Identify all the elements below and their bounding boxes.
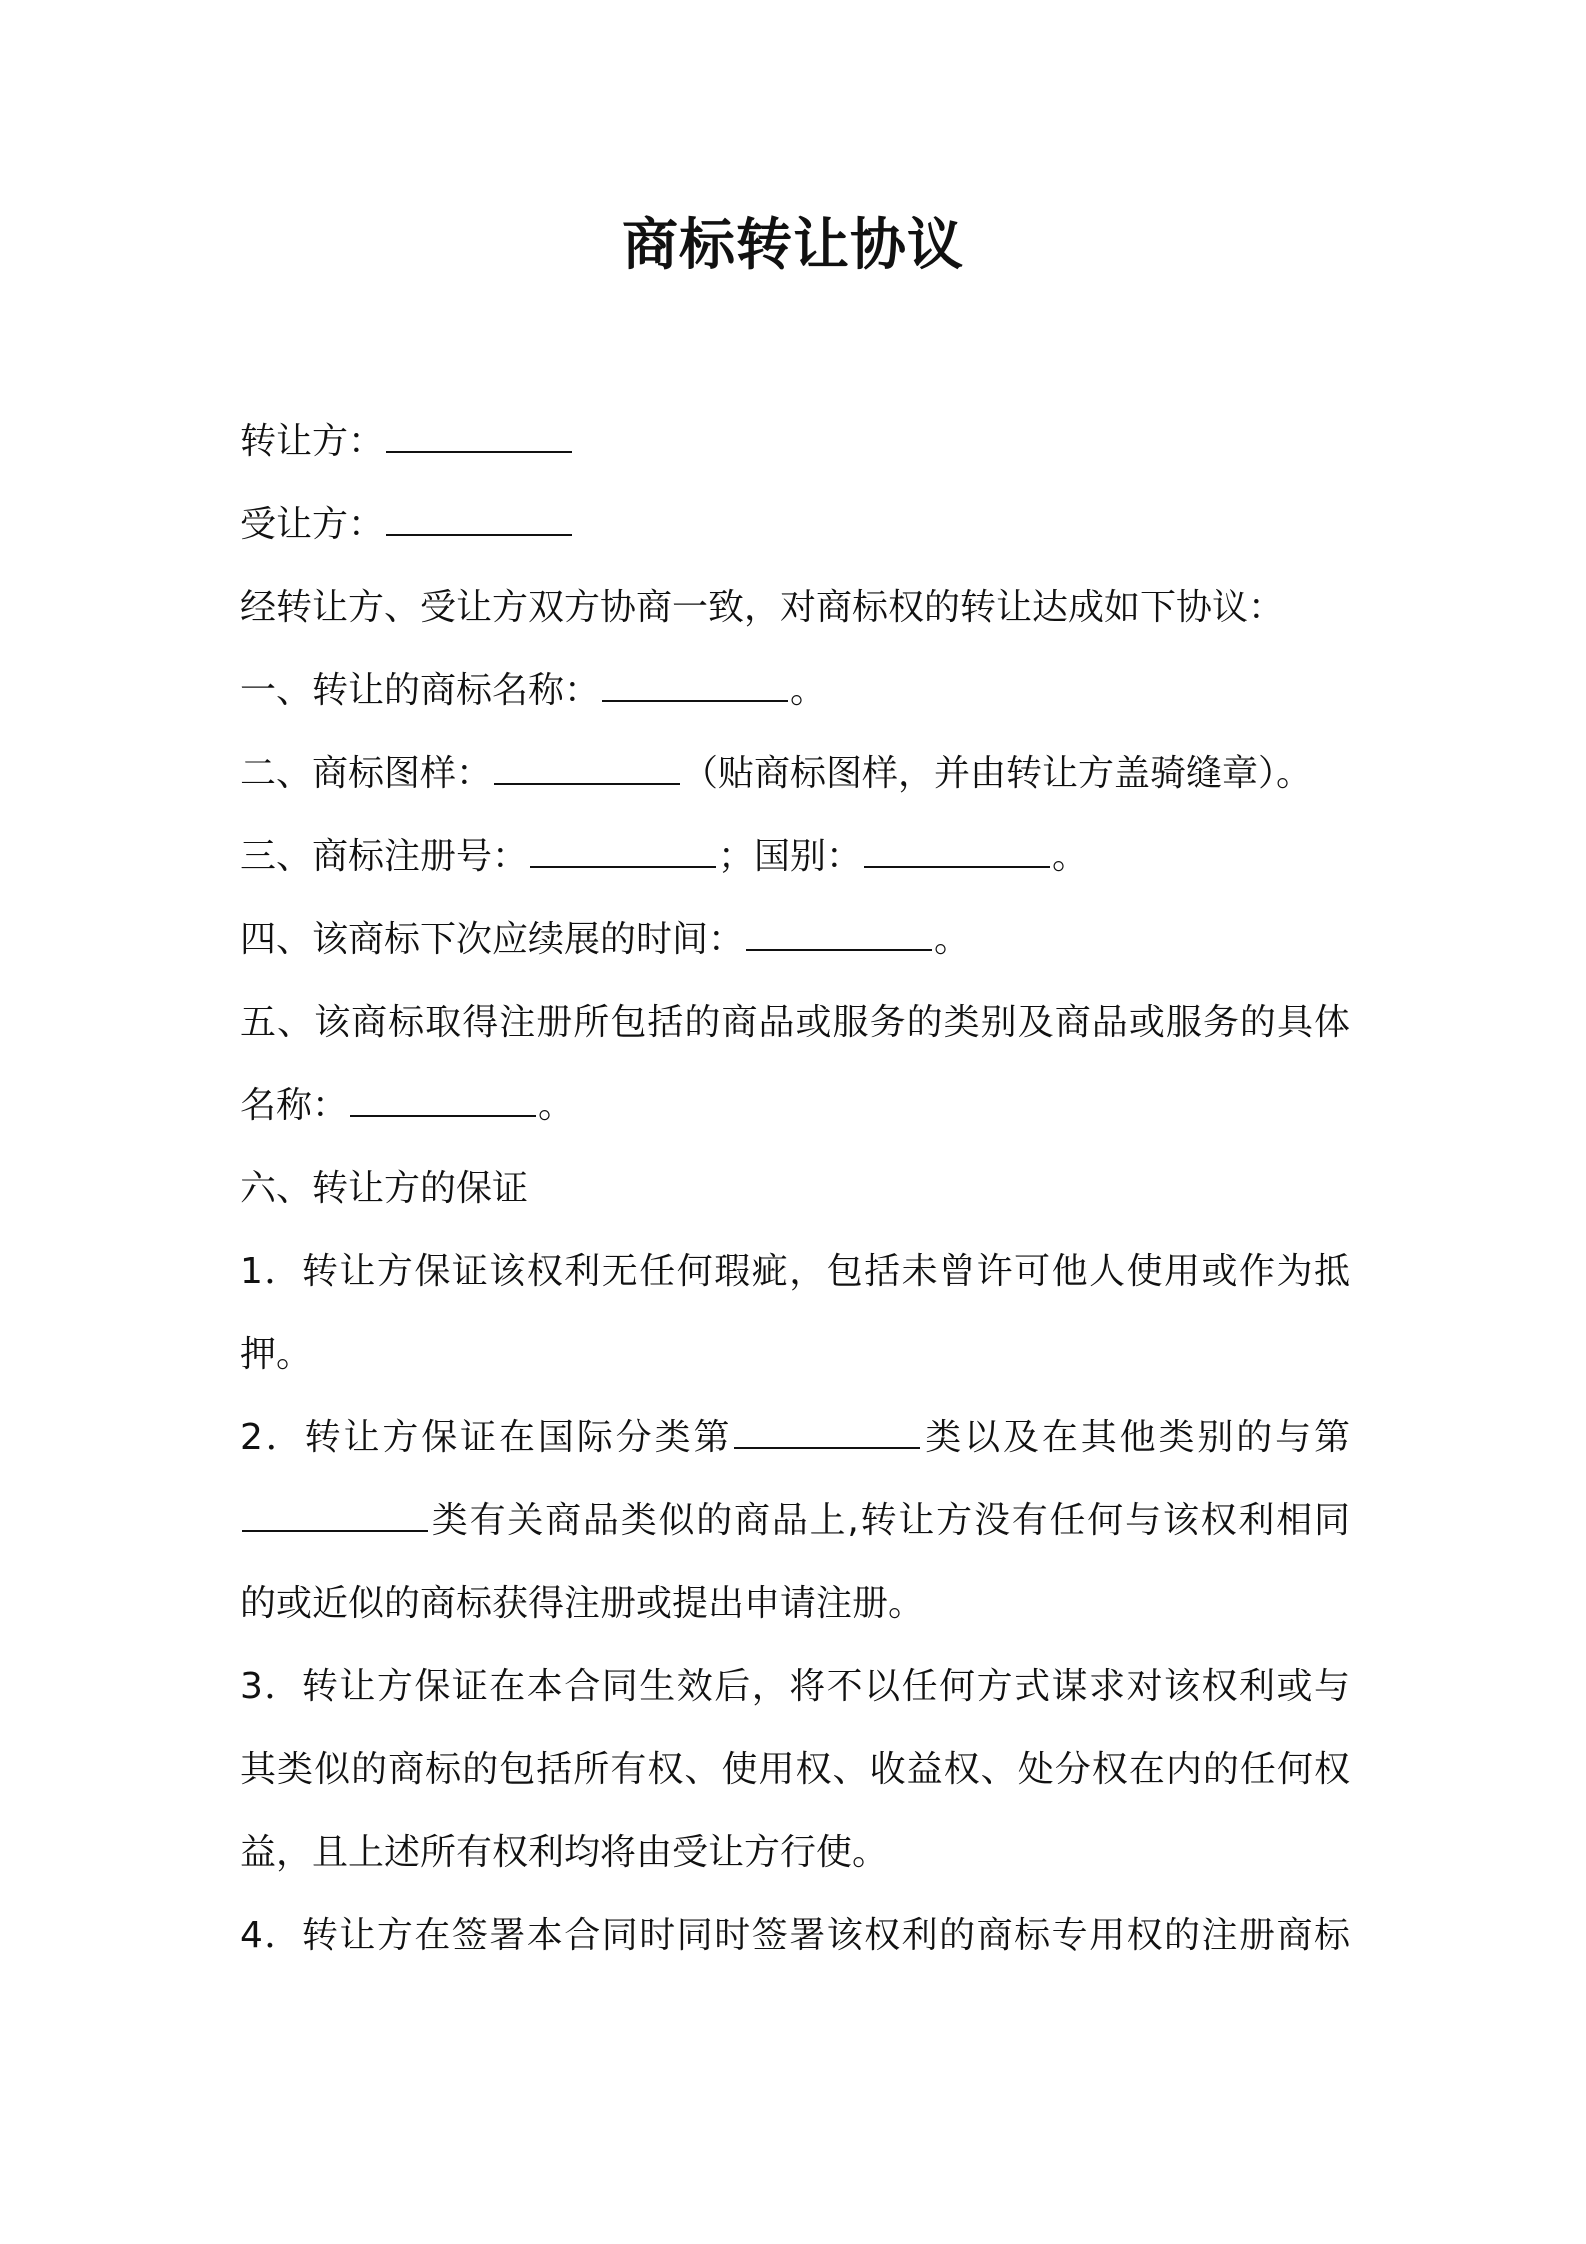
fill-in-blank <box>350 1095 536 1117</box>
line-text: 2．转让方保证在国际分类第 <box>240 1417 733 1458</box>
line-text: 。 <box>790 670 827 711</box>
fill-in-blank <box>494 763 680 785</box>
document-line <box>240 1894 1350 1977</box>
line-text: 转让方： <box>240 421 385 462</box>
document-line <box>240 1479 1350 1562</box>
line-text: 二、商标图样： <box>240 753 493 794</box>
document-line <box>240 981 1350 1064</box>
document-line <box>240 566 1350 649</box>
document-line <box>240 1562 1350 1645</box>
document-line <box>240 1728 1350 1811</box>
line-text: 五、该商标取得注册所包括的商品或服务的类别及商品或服务的具体 <box>240 1002 1350 1043</box>
document-line <box>240 1230 1350 1313</box>
line-text: 。 <box>538 1085 575 1126</box>
line-text: 1．转让方保证该权利无任何瑕疵，包括未曾许可他人使用或作为抵 <box>240 1251 1350 1292</box>
fill-in-blank <box>242 1510 428 1532</box>
fill-in-blank <box>864 846 1050 868</box>
document-line <box>240 732 1350 815</box>
document-line <box>240 1811 1350 1894</box>
line-text: 押。 <box>240 1334 313 1375</box>
line-text: 受让方： <box>240 504 385 545</box>
document-line <box>240 1147 1350 1230</box>
line-text: 类有关商品类似的商品上,转让方没有任何与该权利相同 <box>430 1500 1350 1541</box>
document-line <box>240 649 1350 732</box>
line-text: 。 <box>934 919 971 960</box>
line-text: 3．转让方保证在本合同生效后，将不以任何方式谋求对该权利或与 <box>240 1666 1350 1707</box>
document-line <box>240 815 1350 898</box>
document-line <box>240 1645 1350 1728</box>
line-text: 的或近似的商标获得注册或提出申请注册。 <box>240 1583 925 1624</box>
line-text: 四、该商标下次应续展的时间： <box>240 919 745 960</box>
line-text: 三、商标注册号： <box>240 836 529 877</box>
document-body <box>240 400 1350 1977</box>
fill-in-blank <box>386 514 572 536</box>
line-text: 4．转让方在签署本合同时同时签署该权利的商标专用权的注册商标 <box>240 1915 1350 1956</box>
line-text: 益，且上述所有权利均将由受让方行使。 <box>240 1832 889 1873</box>
line-text: 六、转让方的保证 <box>240 1168 529 1209</box>
line-text: 名称： <box>240 1085 349 1126</box>
line-text: 一、转让的商标名称： <box>240 670 601 711</box>
line-text: 其类似的商标的包括所有权、使用权、收益权、处分权在内的任何权 <box>240 1749 1350 1790</box>
fill-in-blank <box>386 431 572 453</box>
document-line <box>240 1313 1350 1396</box>
fill-in-blank <box>530 846 716 868</box>
document-line <box>240 483 1350 566</box>
line-text: 类以及在其他类别的与第 <box>922 1417 1350 1458</box>
line-text: ；国别： <box>718 836 863 877</box>
fill-in-blank <box>734 1427 920 1449</box>
document-title: 商标转让协议 <box>622 213 964 278</box>
document-line <box>240 898 1350 981</box>
fill-in-blank <box>602 680 788 702</box>
fill-in-blank <box>746 929 932 951</box>
document-line <box>240 1064 1350 1147</box>
line-text: （贴商标图样，并由转让方盖骑缝章）。 <box>682 753 1313 794</box>
document-line <box>240 1396 1350 1479</box>
line-text: 。 <box>1052 836 1089 877</box>
document-line <box>240 400 1350 483</box>
line-text: 经转让方、受让方双方协商一致，对商标权的转让达成如下协议： <box>240 587 1285 628</box>
